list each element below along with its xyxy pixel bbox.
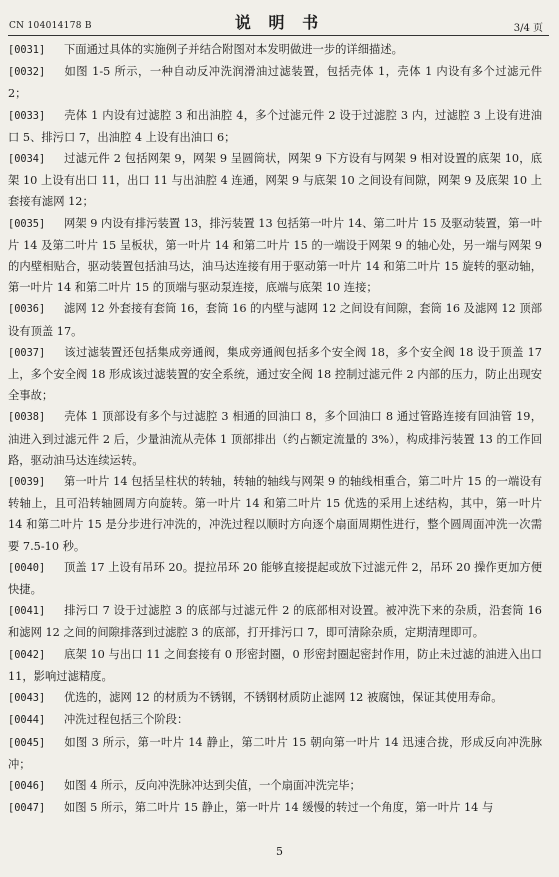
paragraph-text: 冲洗过程包括三个阶段： [64,713,189,727]
paragraph-number: [0045] [8,736,46,749]
paragraph [8,775,542,797]
paragraph-number: [0039] [8,476,46,489]
paragraph-text: 底架 10 与出口 11 之间套接有 0 形密封圈，0 形密封圈起密封作用，防止未过滤的油进入出口 11，影响过滤精度。 [8,647,542,683]
paragraph-text: 下面通过具体的实施例子并结合附图对本发明做进一步的详细描述。 [64,43,403,56]
paragraph-number: [0043] [8,692,46,705]
paragraph-number: [0038] [8,411,46,424]
page-count: 3/4 页 [513,23,543,34]
paragraph-text: 该过滤装置还包括集成旁通阀，集成旁通阀包括多个安全阀 18，多个安全阀 18 设于顶盖 17 上，多个安全阀 18 形成该过滤装置的安全系统，通过安全阀 18 控制过滤元件 2 内部的压力，防止出现安全事故； [8,345,542,403]
paragraph [8,342,542,407]
paragraph-number: [0035] [8,217,46,230]
patent-number: CN 104014178 B [9,21,92,31]
paragraph [8,644,542,687]
paragraph-text: 过滤元件 2 包括网架 9，网架 9 呈圆筒状，网架 9 下方设有与网架 9 相对设置的底架 10，底架 10 上设有出口 11，出口 11 与出油腔 4 连通，网架 9 与底架 10 之间设有间隙，网架 9 及底架 10 上套接有滤网 12； [8,152,542,209]
paragraph-number: [0031] [8,44,46,56]
paragraph [8,213,542,299]
document-title: 说 明 书 [234,13,325,32]
paragraph-text: 网架 9 内设有排污装置 13，排污装置 13 包括第一叶片 14、第二叶片 15 及驱动装置，第一叶片 14 及第二叶片 15 呈板状，第一叶片 14 和第二叶片 15 的一端设于网架 9 的轴心处，另一端与网架 9 的内壁相贴合，驱动装置包括油马达，油马达连接有用于驱动第一叶片 14 和第二叶片 15 旋转的驱动轴，第一叶片 14 和第二叶片 15 的顶端与驱动泵连接，底端与底架 10 连接； [8,216,542,295]
paragraph-text: 优选的，滤网 12 的材质为不锈钢，不锈钢材质防止滤网 12 被腐蚀，保证其使用寿命。 [64,691,503,705]
paragraph-text: 顶盖 17 上设有吊环 20。提拉吊环 20 能够直接提起或放下过滤元件 2，吊环 20 操作更加方便快捷。 [8,560,542,597]
paragraph [8,709,542,731]
paragraph [8,732,542,775]
paragraph-number: [0036] [8,303,46,316]
paragraph-text: 如图 5 所示，第二叶片 15 静止，第一叶片 14 缓慢的转过一个角度，第一叶片 14 与 [64,801,494,815]
paragraph [8,148,542,213]
paragraph-text: 壳体 1 顶部设有多个与过滤腔 3 相通的回油口 8，多个回油口 8 通过管路连接有回油管 19，油进入到过滤元件 2 后，少量油流从壳体 1 顶部排出（约占额定流量的 3%），构成排污装置 13 的工作回路，驱动油马达连续运转。 [8,410,542,467]
paragraph [8,557,542,600]
paragraph-number: [0041] [8,605,46,618]
paragraph-text: 第一叶片 14 包括呈柱状的转轴，转轴的轴线与网架 9 的轴线相重合，第二叶片 15 的一端设有转轴上，且可沿转轴圆周方向旋转。第一叶片 14 和第二叶片 15 优选的采用上述结构，其中，第一叶片 14 和第二叶片 15 是分步进行冲洗的，冲洗过程以顺时方向逐个扇面周期性进行，整个圆周面冲洗一次需要 7.5-10 秒。 [8,475,542,553]
paragraph [8,61,542,104]
paragraph-text: 壳体 1 内设有过滤腔 3 和出油腔 4，多个过滤元件 2 设于过滤腔 3 内，过滤腔 3 上设有进油口 5、排污口 7，出油腔 4 上设有出油口 6； [8,108,542,144]
page-number: 5 [276,845,283,858]
paragraph-number: [0047] [8,802,46,815]
paragraph [8,406,542,471]
paragraph-number: [0044] [8,714,46,727]
paragraph-text: 如图 3 所示，第一叶片 14 静止，第二叶片 15 朝向第一叶片 14 迅速合拢，形成反向冲洗脉冲； [8,735,542,771]
paragraph-number: [0046] [8,779,46,792]
paragraph [8,298,542,341]
paragraph-text: 如图 1-5 所示，一种自动反冲洗润滑油过滤装置，包括壳体 1，壳体 1 内设有多个过滤元件 2； [8,65,542,101]
paragraph [8,39,542,61]
paragraph [8,471,542,557]
paragraph-number: [0034] [8,153,46,166]
paragraph-text: 如图 4 所示，反向冲洗脉冲达到尖值，一个扇面冲洗完毕； [64,778,361,792]
paragraph-number: [0032] [8,66,46,79]
paragraph-text: 滤网 12 外套接有套筒 16，套筒 16 的内壁与滤网 12 之间设有间隙，套筒 16 及滤网 12 顶部设有顶盖 17。 [8,302,542,338]
paragraph [8,600,542,643]
paragraph-number: [0033] [8,109,46,122]
paragraph [8,797,542,819]
paragraph-number: [0037] [8,346,46,359]
paragraph-text: 排污口 7 设于过滤腔 3 的底部与过滤元件 2 的底部相对设置。被冲洗下来的杂质，沿套筒 16 和滤网 12 之间的间隙排落到过滤腔 3 的底部，打开排污口 7，即可清除杂质，定期清理即可。 [8,604,542,640]
header-rule [8,35,549,36]
paragraph [8,687,542,709]
description-body [8,39,542,819]
paragraph [8,105,542,148]
paragraph-number: [0040] [8,561,46,574]
paragraph-number: [0042] [8,648,46,661]
